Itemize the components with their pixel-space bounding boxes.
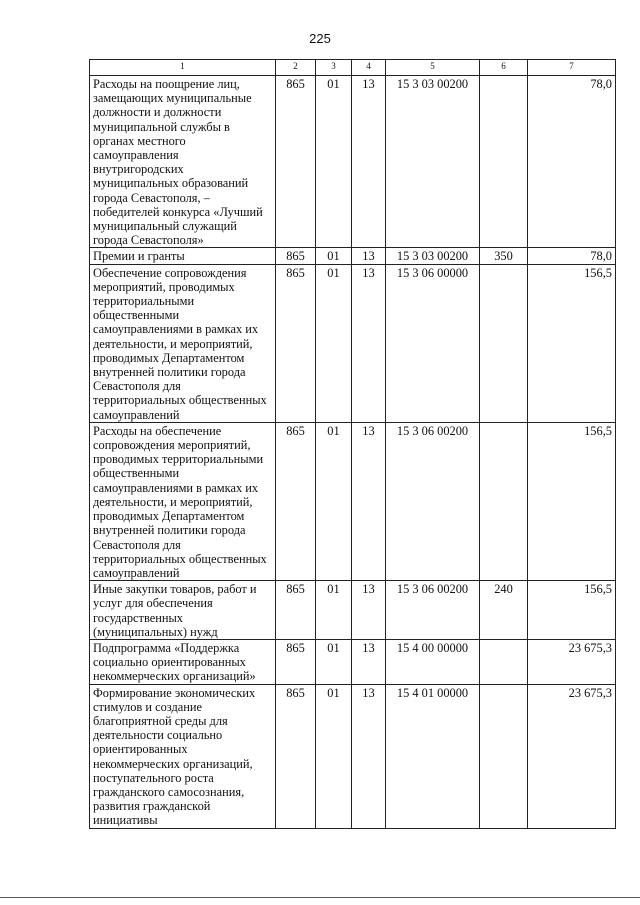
row-expense-type: 350 (480, 248, 528, 264)
row-name: Обеспечение сопровождения мероприятий, проводимых территориальными общественными самоуправлениями в рамках их деятельности, и мероприятий, проводимых Департаментом внутренней политики города Севастополя для территориальных общественных самоуправлений (90, 264, 276, 422)
row-name: Премии и гранты (90, 248, 276, 264)
row-section-code: 01 (316, 684, 352, 828)
row-amount: 23 675,3 (528, 684, 616, 828)
row-target-code: 15 3 06 00000 (386, 264, 480, 422)
budget-table (89, 59, 616, 829)
row-admin-code: 865 (276, 422, 316, 580)
table-row (90, 422, 616, 580)
row-section-code: 01 (316, 76, 352, 248)
row-admin-code: 865 (276, 581, 316, 640)
row-amount: 156,5 (528, 581, 616, 640)
row-expense-type (480, 76, 528, 248)
row-section-code: 01 (316, 639, 352, 684)
row-admin-code: 865 (276, 264, 316, 422)
table-row (90, 248, 616, 264)
row-expense-type: 240 (480, 581, 528, 640)
row-admin-code: 865 (276, 639, 316, 684)
row-admin-code: 865 (276, 76, 316, 248)
row-expense-type (480, 264, 528, 422)
row-name: Расходы на поощрение лиц, замещающих муниципальные должности и должности муниципальной службы в органах местного самоуправления внутригородских муниципальных образований города Севастополя, – победителей конкурса «Лучший муниципальный служащий города Севастополя» (90, 76, 276, 248)
row-subsection-code: 13 (352, 264, 386, 422)
row-expense-type (480, 684, 528, 828)
page-bottom-rule (0, 897, 640, 898)
row-amount: 156,5 (528, 422, 616, 580)
row-name: Подпрограмма «Поддержка социально ориентированных некоммерческих организаций» (90, 639, 276, 684)
row-target-code: 15 4 01 00000 (386, 684, 480, 828)
row-target-code: 15 3 06 00200 (386, 581, 480, 640)
row-section-code: 01 (316, 581, 352, 640)
row-subsection-code: 13 (352, 581, 386, 640)
header-col-4: 4 (352, 60, 386, 76)
row-expense-type (480, 639, 528, 684)
row-subsection-code: 13 (352, 422, 386, 580)
row-subsection-code: 13 (352, 76, 386, 248)
row-amount: 78,0 (528, 76, 616, 248)
row-admin-code: 865 (276, 684, 316, 828)
row-subsection-code: 13 (352, 684, 386, 828)
table-row (90, 76, 616, 248)
row-target-code: 15 4 00 00000 (386, 639, 480, 684)
header-col-1: 1 (90, 60, 276, 76)
row-section-code: 01 (316, 264, 352, 422)
page-number: 225 (309, 31, 331, 46)
row-subsection-code: 13 (352, 248, 386, 264)
row-amount: 78,0 (528, 248, 616, 264)
table-row (90, 684, 616, 828)
header-col-7: 7 (528, 60, 616, 76)
header-col-6: 6 (480, 60, 528, 76)
row-name: Расходы на обеспечение сопровождения мероприятий, проводимых территориальными общественными самоуправлениями в рамках их деятельности, и мероприятий, проводимых Департаментом внутренней политики города Севастополя для территориальных общественных самоуправлений (90, 422, 276, 580)
row-section-code: 01 (316, 248, 352, 264)
table-row (90, 581, 616, 640)
row-target-code: 15 3 06 00200 (386, 422, 480, 580)
row-name: Иные закупки товаров, работ и услуг для обеспечения государственных (муниципальных) нужд (90, 581, 276, 640)
table-row (90, 264, 616, 422)
row-amount: 156,5 (528, 264, 616, 422)
row-target-code: 15 3 03 00200 (386, 248, 480, 264)
row-name: Формирование экономических стимулов и создание благоприятной среды для деятельности социально ориентированных некоммерческих организаций, поступательного роста гражданского самосознания, развития гражданской инициативы (90, 684, 276, 828)
row-subsection-code: 13 (352, 639, 386, 684)
table-header-row (90, 60, 616, 76)
row-section-code: 01 (316, 422, 352, 580)
row-expense-type (480, 422, 528, 580)
table-row (90, 639, 616, 684)
row-target-code: 15 3 03 00200 (386, 76, 480, 248)
row-admin-code: 865 (276, 248, 316, 264)
header-col-5: 5 (386, 60, 480, 76)
header-col-2: 2 (276, 60, 316, 76)
header-col-3: 3 (316, 60, 352, 76)
row-amount: 23 675,3 (528, 639, 616, 684)
